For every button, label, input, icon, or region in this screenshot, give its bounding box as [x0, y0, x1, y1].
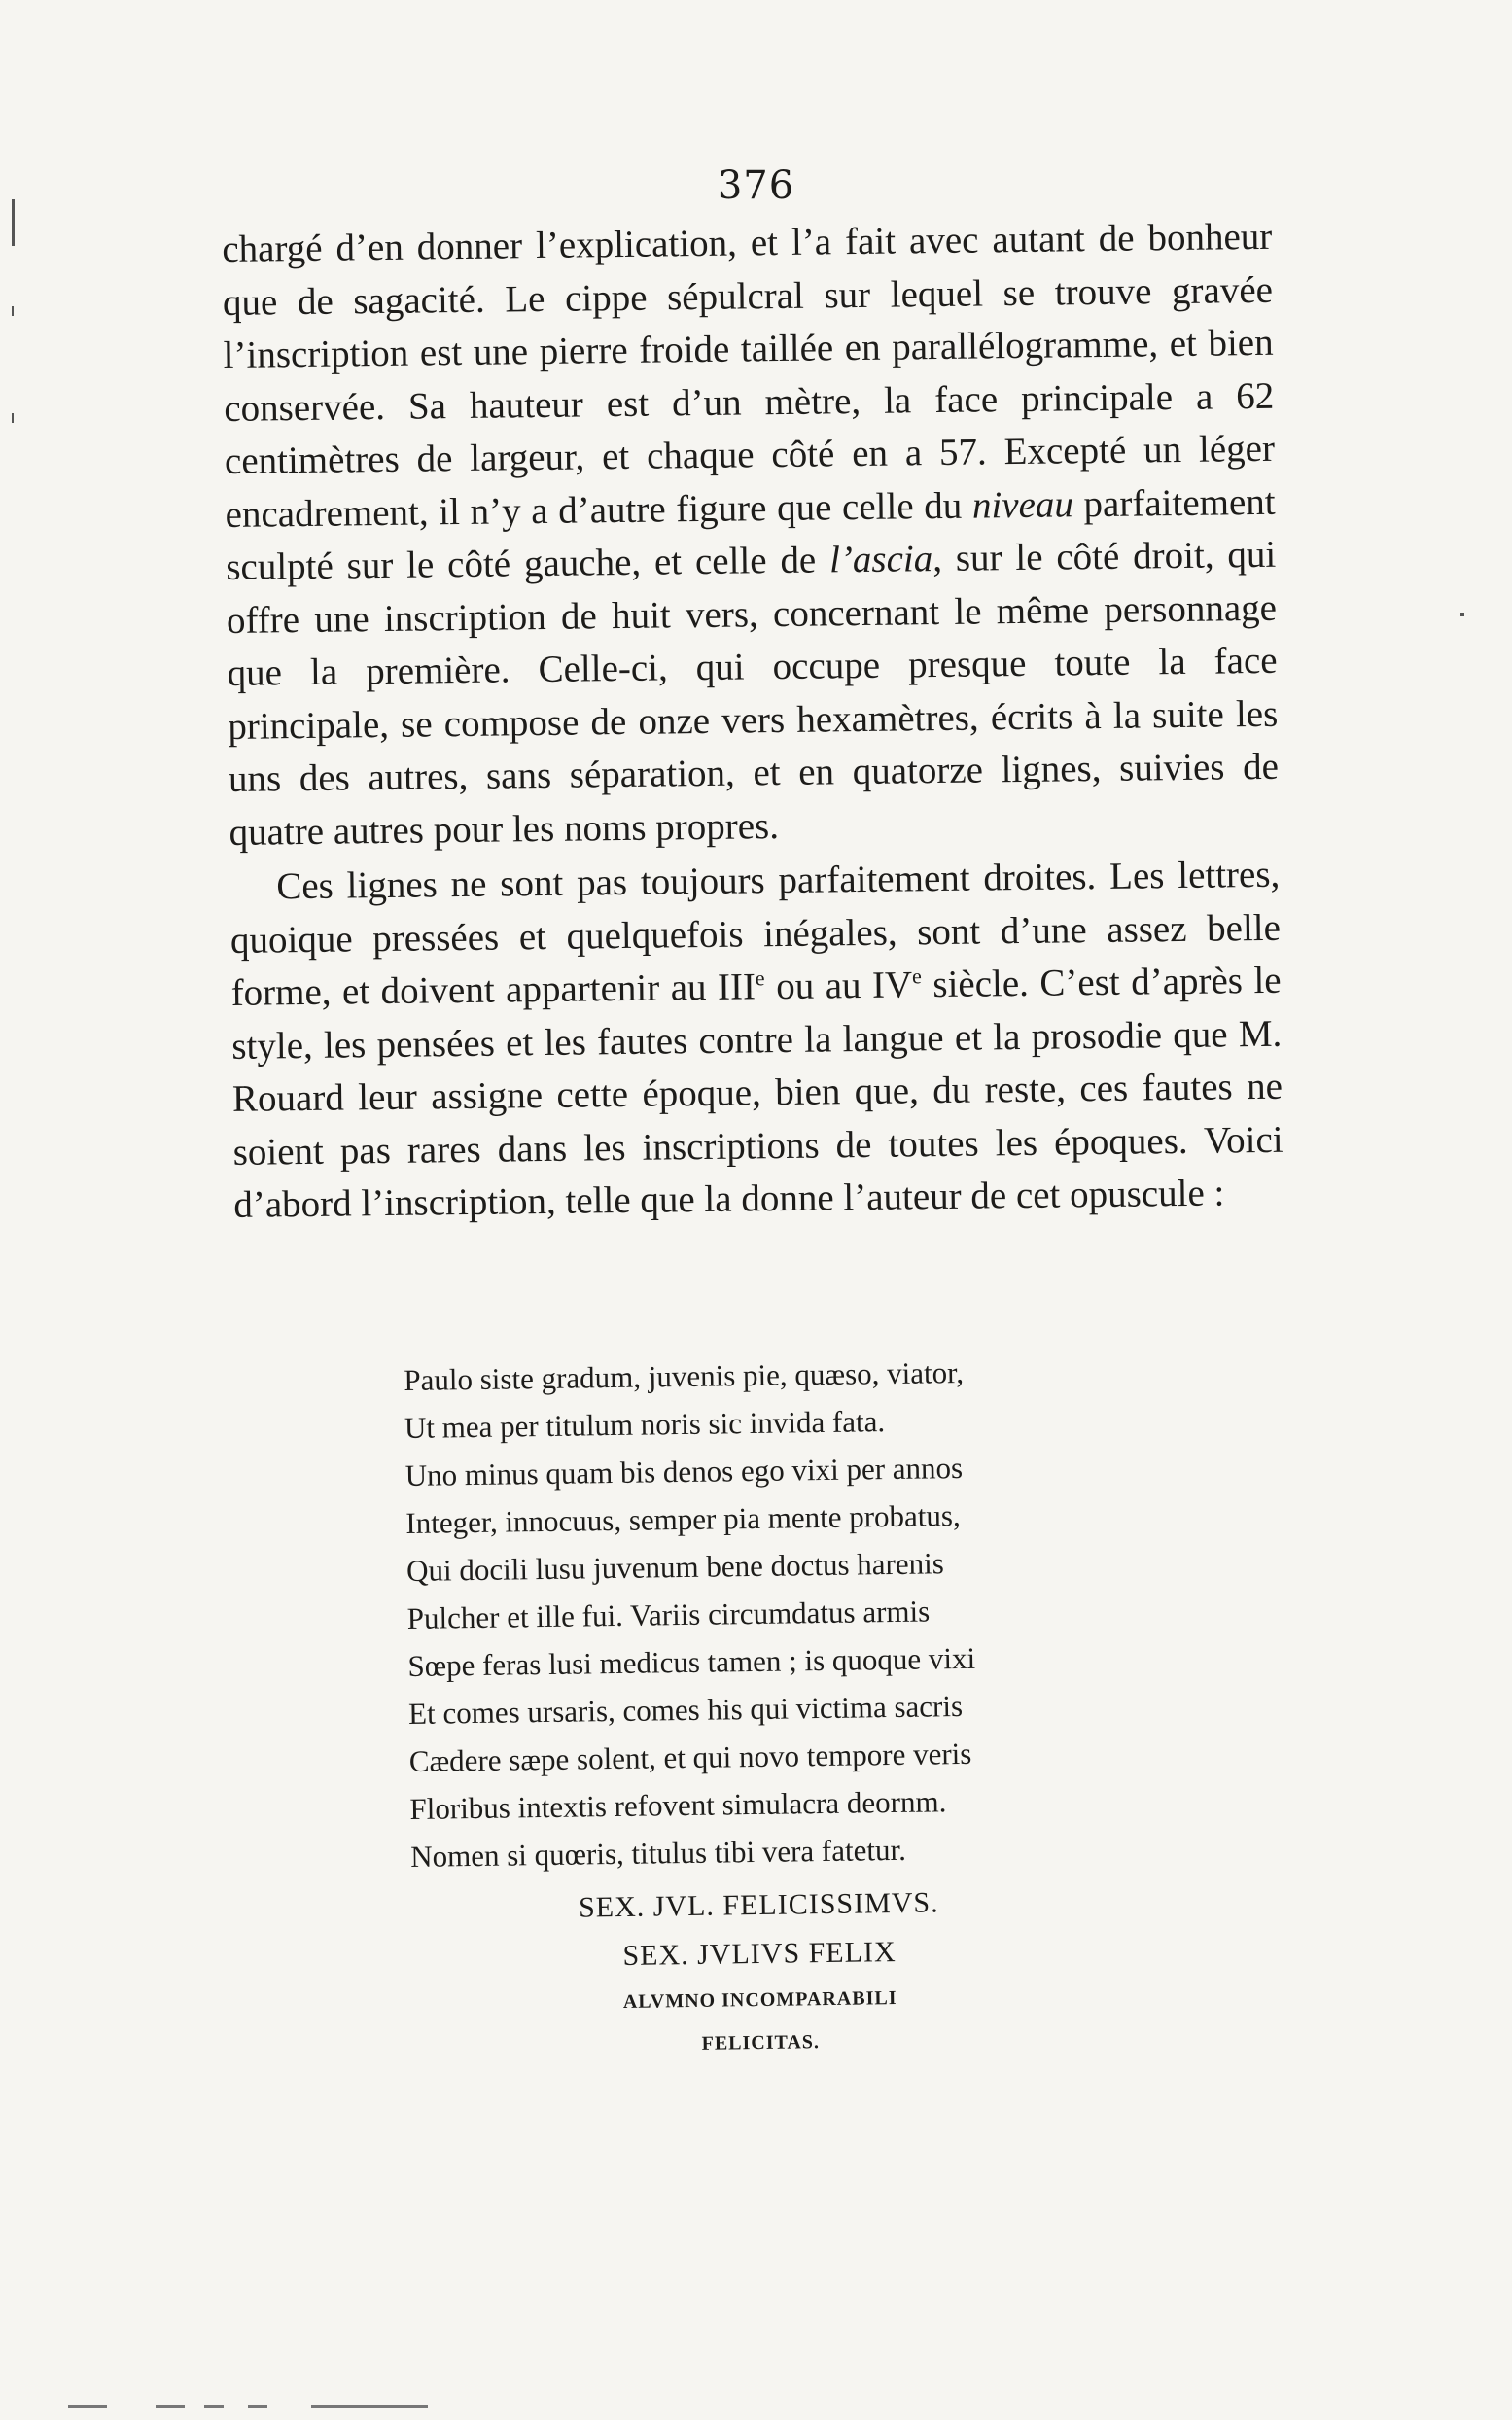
body-text [222, 211, 1284, 1233]
verse-line: Integer, innocuus, semper pia mente probatus, [405, 1498, 961, 1540]
verse-line: Floribus intextis refovent simulacra deornm. [409, 1784, 947, 1826]
footer-rule [204, 2405, 224, 2408]
paragraph-1-lead: chargé d’en donner l’explication, et l’a fait avec autant de bonheur que de sagacité. Le cippe sépulcral sur lequel se trouve gravée l’inscription est une pierre froide taillée en parallélogramme, et bien conservée. Sa hauteur est d’un mètre, la face principale a 62 centimètres de largeur, et chaque côté en a 57. Excepté un léger encadrement, il n’y a d’autre figure que celle du [222, 215, 1276, 536]
inscription-verses [404, 1347, 1110, 1880]
verse-line: Nomen si quœris, titulus tibi vera fatetur. [409, 1832, 907, 1874]
inscription-names [447, 1877, 1072, 2069]
footer-rule [68, 2405, 107, 2408]
name-line-3: ALVMNO INCOMPARABILI [622, 1987, 897, 2013]
paragraph-2-part-2: ou au IV [764, 964, 913, 1008]
name-line-4: FELICITAS. [701, 2031, 821, 2054]
footer-rule [311, 2405, 428, 2408]
name-line-2: SEX. JVLIVS FELIX [622, 1936, 897, 1972]
footer-rule [156, 2405, 185, 2408]
verse-line: Cædere sæpe solent, et qui novo tempore veris [408, 1736, 972, 1778]
footer-rule [248, 2405, 267, 2408]
paragraph-1-middle: parfaitement sculpté sur le côté gauche, et celle de [226, 480, 1276, 588]
margin-mark [12, 199, 15, 246]
verse-line: Ut mea per titulum noris sic invida fata. [404, 1404, 886, 1445]
superscript-1: e [755, 965, 765, 991]
verse-line: Sœpe feras lusi medicus tamen ; is quoque vixi [407, 1640, 976, 1683]
verse-line: Et comes ursaris, comes his qui victima sacris [407, 1689, 964, 1731]
paragraph-1-tail: , sur le côté droit, qui offre une inscription de huit vers, concernant le même personnage que la première. Celle-ci, qui occupe presque toute la face principale, se compose de onze vers hexamètres, écrits à la suite les uns des autres, sans séparation, et en quatorze lignes, suivies de quatre autres pour les noms propres. [226, 533, 1280, 854]
verse-line: Uno minus quam bis denos ego vixi per annos [404, 1450, 964, 1492]
paragraph-1 [222, 211, 1280, 859]
term-niveau: niveau [971, 482, 1074, 527]
margin-mark [12, 413, 14, 423]
paragraph-2 [229, 849, 1284, 1233]
term-ascia: l’ascia [828, 538, 933, 581]
superscript-2: e [911, 964, 922, 989]
name-line-1: SEX. JVL. FELICISSIMVS. [578, 1886, 939, 1924]
page-number: 376 [717, 163, 795, 208]
verse-line: Qui docili lusu juvenum bene doctus harenis [405, 1546, 945, 1588]
margin-mark [1460, 613, 1464, 616]
verse-line: Pulcher et ille fui. Variis circumdatus armis [406, 1594, 931, 1635]
verse-line: Paulo siste gradum, juvenis pie, quæso, viator, [404, 1354, 965, 1397]
paragraph-2-part-1: Ces lignes ne sont pas toujours parfaitement droites. Les lettres, quoique pressées et quelquefois inégales, sont d’une assez belle forme, et doivent appartenir au III [229, 853, 1282, 1014]
margin-mark [12, 306, 14, 316]
paragraph-2-part-3: siècle. C’est d’après le style, les pensées et les fautes contre la langue et la prosodie que M. Rouard leur assigne cette époque, bien que, du reste, ces fautes ne soient pas rares dans les inscriptions de toutes les époques. Voici d’abord l’inscription, telle que la donne l’auteur de cet opuscule : [231, 959, 1283, 1226]
